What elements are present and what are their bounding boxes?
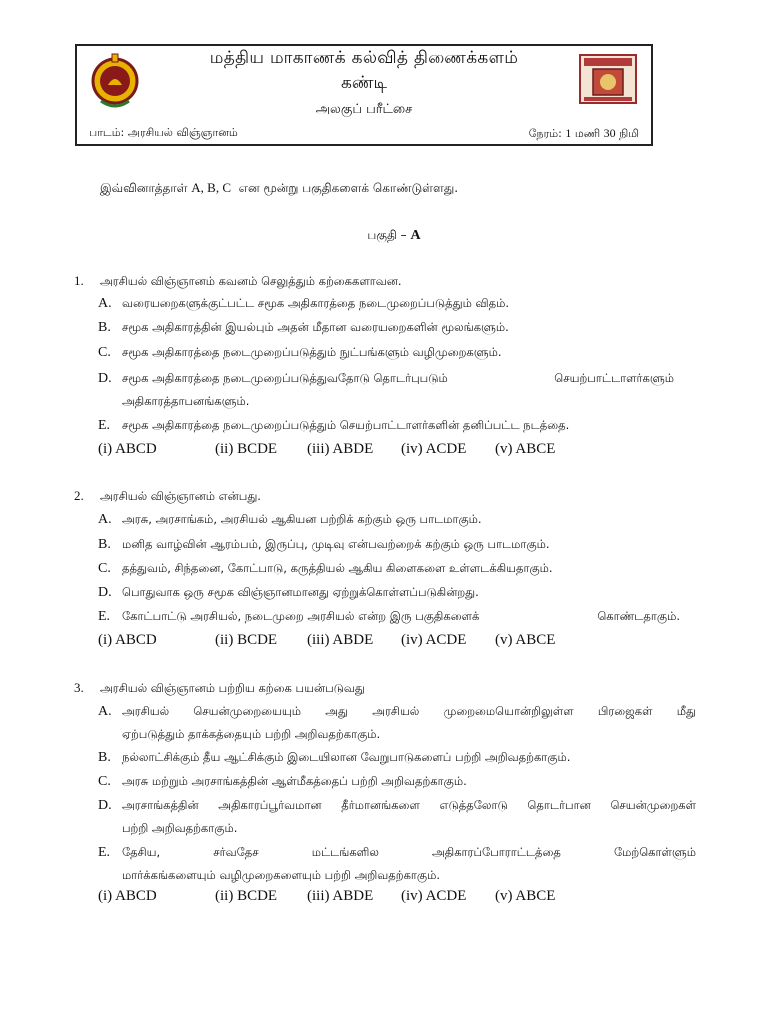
choice-ii: (ii) BCDE — [215, 441, 278, 457]
provincial-stamp-icon — [579, 54, 637, 104]
option-letter: D. — [98, 585, 112, 600]
question-1-option-c — [98, 341, 696, 364]
question-1-option-d — [98, 367, 674, 413]
question-number: 2. — [74, 488, 84, 503]
option-letter: A. — [98, 512, 112, 527]
choice-iv: (iv) ACDE — [401, 441, 467, 457]
option-letter: D. — [98, 798, 112, 813]
choice-v: (v) ABCE — [495, 632, 556, 648]
option-text-line2: அதிகாரத்தாபனங்களும். — [122, 394, 250, 408]
paper-intro — [100, 180, 458, 197]
question-number: 1. — [74, 273, 84, 288]
question-3-option-d — [98, 794, 696, 840]
choice-iv: (iv) ACDE — [401, 888, 467, 904]
option-text: சமூக அதிகாரத்தை நடைமுறைப்படுத்துவதோடு தொடர்புபடும் — [122, 371, 448, 385]
question-text: அரசியல் விஞ்ஞானம் கவனம் செலுத்தும் கற்கைகளாவன. — [100, 274, 402, 288]
question-2-option-d — [98, 581, 696, 604]
department-title: மத்திய மாகாணக் கல்வித் திணைக்களம் — [209, 48, 519, 68]
choice-iii: (iii) ABDE — [307, 441, 374, 457]
choice-ii: (ii) BCDE — [215, 888, 278, 904]
question-text: அரசியல் விஞ்ஞானம் என்பது. — [100, 489, 261, 503]
intro-text-before: இவ்வினாத்தாள் — [100, 181, 192, 195]
option-text-continued: செயற்பாட்டாளர்களும் — [554, 371, 674, 385]
question-1-option-a — [98, 292, 696, 315]
option-text: அரசு மற்றும் அரசாங்கத்தின் ஆள்மீகத்தைப் பற்றி அறிவதற்காகும். — [122, 774, 467, 788]
option-text: மனித வாழ்வின் ஆரம்பம், இருப்பு, முடிவு என்பவற்றைக் கற்கும் ஒரு பாடமாகும். — [122, 537, 550, 551]
time-hours: 1 — [565, 126, 572, 140]
question-1-option-e — [98, 414, 696, 437]
subject-label: பாடம்: அரசியல் விஞ்ஞானம் — [89, 126, 238, 139]
time-minutes: 30 — [603, 126, 616, 140]
time-minutes-unit: நிமி — [619, 127, 639, 140]
question-3-choices — [98, 888, 555, 905]
option-text: வரையறைகளுக்குட்பட்ட சமூக அதிகாரத்தை நடைமுறைப்படுத்தும் விதம். — [122, 296, 510, 310]
option-text: அரசு, அரசாங்கம், அரசியல் ஆகியன பற்றிக் கற்கும் ஒரு பாடமாகும். — [122, 512, 482, 526]
choice-iii: (iii) ABDE — [307, 888, 374, 904]
option-text-line2: பற்றி அறிவதற்காகும். — [122, 821, 238, 835]
department-city: கண்டி — [340, 73, 388, 93]
choice-i: (i) ABCD — [98, 888, 157, 904]
option-text-line2: ஏற்படுத்தும் தாக்கத்தையும் பற்றி அறிவதற்காகும். — [122, 727, 381, 741]
time-label: நேரம்: — [528, 127, 562, 140]
option-letter: A. — [98, 296, 112, 311]
question-2-stem — [74, 488, 261, 505]
option-letter: E. — [98, 418, 111, 433]
question-number: 3. — [74, 680, 84, 695]
option-text: தேசிய, சர்வதேச மட்டங்களில அதிகாரப்போராட்டத்தை மேற்கொள்ளும் — [122, 845, 696, 859]
option-letter: B. — [98, 320, 111, 335]
option-text-continued: கொண்டதாகும். — [597, 609, 680, 623]
choice-ii: (ii) BCDE — [215, 632, 278, 648]
option-letter: C. — [98, 561, 111, 576]
intro-text-after: என மூன்று பகுதிகளைக் கொண்டுள்ளது. — [231, 181, 459, 195]
option-letter: C. — [98, 774, 111, 789]
question-2-choices — [98, 632, 555, 649]
option-text: கோட்பாட்டு அரசியல், நடைமுறை அரசியல் என்ற இரு பகுதிகளைக் — [122, 609, 480, 623]
choice-iii: (iii) ABDE — [307, 632, 374, 648]
question-3-option-a — [98, 700, 696, 746]
question-3-option-b — [98, 746, 696, 769]
choice-i: (i) ABCD — [98, 441, 157, 457]
option-text: அரசாங்கத்தின் அதிகாரப்பூர்வமான தீர்மானங்களை எடுத்தலோடு தொடர்பான செயன்முறைகள் — [122, 798, 696, 812]
part-dash: – — [400, 228, 407, 242]
option-text: பொதுவாக ஒரு சமூக விஞ்ஞானமானது ஏற்றுக்கொள்ளப்படுகின்றது. — [122, 585, 479, 599]
option-letter: B. — [98, 750, 111, 765]
document-header — [75, 44, 653, 146]
part-heading — [0, 228, 768, 244]
question-2-option-b — [98, 533, 696, 556]
choice-v: (v) ABCE — [495, 888, 556, 904]
option-letter: D. — [98, 371, 112, 386]
part-letter: A — [410, 228, 421, 243]
option-letter: B. — [98, 537, 111, 552]
time-allowed — [529, 126, 639, 142]
option-letter: A. — [98, 704, 112, 719]
option-text: அரசியல் செயன்முறையையும் அது அரசியல் முறைமையொன்றிலுள்ள பிரஜைகள் மீது — [122, 704, 696, 718]
option-text: நல்லாட்சிக்கும் தீய ஆட்சிக்கும் இடையிலான வேறுபாடுகளைப் பற்றி அறிவதற்காகும். — [122, 750, 571, 764]
question-text: அரசியல் விஞ்ஞானம் பற்றிய கற்கை பயன்படுவது — [100, 681, 365, 695]
question-2-option-e — [98, 605, 680, 628]
question-3-option-c — [98, 770, 696, 793]
question-2-option-c — [98, 557, 696, 580]
option-text: சமூக அதிகாரத்தின் இயல்பும் அதன் மீதான வரையறைகளின் மூலங்களும். — [122, 320, 509, 334]
choice-iv: (iv) ACDE — [401, 632, 467, 648]
time-hours-unit: மணி — [574, 127, 601, 140]
option-text-line2: மார்க்கங்களையும் வழிமுறைகளையும் பற்றி அறிவதற்காகும். — [122, 868, 440, 882]
part-label: பகுதி — [367, 228, 397, 242]
question-1-choices — [98, 441, 555, 458]
option-text: சமூக அதிகாரத்தை நடைமுறைப்படுத்தும் செயற்பாட்டாளர்களின் தனிப்பட்ட நடத்தை. — [122, 418, 570, 432]
option-text: சமூக அதிகாரத்தை நடைமுறைப்படுத்தும் நுட்பங்களும் வழிமுறைகளும். — [122, 345, 502, 359]
option-letter: E. — [98, 609, 111, 624]
intro-parts: A, B, C — [191, 180, 231, 195]
question-1-option-b — [98, 316, 696, 339]
question-1-stem — [74, 273, 402, 290]
question-3-option-e — [98, 841, 696, 887]
option-text: தத்துவம், சிந்தனை, கோட்பாடு, கருத்தியல் ஆகிய கிளைகளை உள்ளடக்கியதாகும். — [122, 561, 553, 575]
exam-type: அலகுப் பரீட்சை — [315, 102, 413, 117]
option-letter: C. — [98, 345, 111, 360]
choice-i: (i) ABCD — [98, 632, 157, 648]
question-3-stem — [74, 680, 365, 697]
question-2-option-a — [98, 508, 696, 531]
option-letter: E. — [98, 845, 111, 860]
choice-v: (v) ABCE — [495, 441, 556, 457]
